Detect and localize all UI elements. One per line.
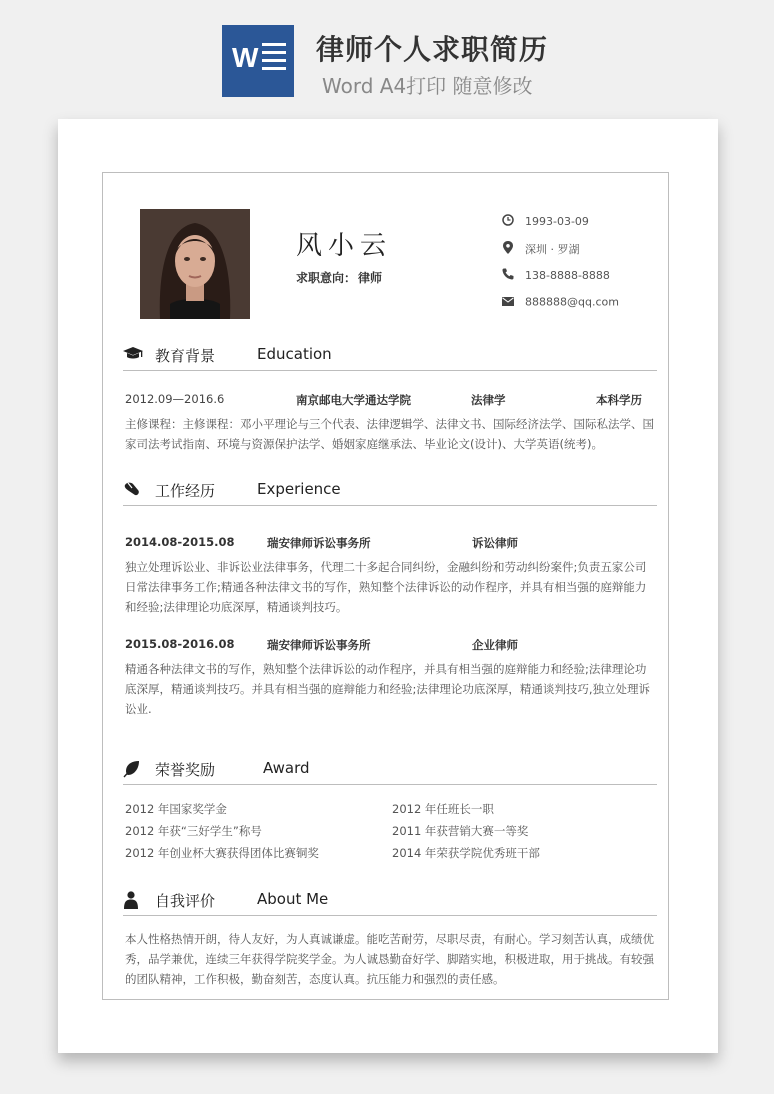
award-item: 2014 年荣获学院优秀班干部 [392,846,540,860]
section-about [123,885,657,916]
job-2-desc: 精通各种法律文书的写作，熟知整个法律诉讼的动作程序，并具有相当强的庭辩能力和经验;法律理论功底深厚，精通谈判技巧。并具有相当强的庭辩能力和经验;法律理论功底深厚，精通谈判技巧,独立处理诉讼业. [125,662,651,716]
award-item: 2012 年获“三好学生”称号 [125,824,262,838]
contact-birthday: 1993-03-09 [502,214,589,229]
graduation-cap-icon [123,346,143,364]
mouse-icon [123,481,143,499]
job-intent-value: 律师 [358,271,383,285]
word-logo-icon [222,25,294,97]
job-1-desc: 独立处理诉讼业、非诉讼业法律事务，代理二十多起合同纠纷，金融纠纷和劳动纠纷案件;负责五家公司日常法律事务工作;精通各种法律文书的写作，熟知整个法律诉讼的动作程序，并具有相当强的庭辩能力和经验;法律理论功底深厚，精通谈判技巧。 [125,560,647,614]
page-subtitle: Word A4打印 随意修改 [322,74,533,98]
job-1-period: 2014.08-2015.08 [125,535,235,549]
profile-photo [140,209,250,319]
job-2-period: 2015.08-2016.08 [125,637,235,651]
job-intent-label: 求职意向： [296,271,357,285]
section-title-cn: 工作经历 [155,482,216,500]
resume-frame [102,172,669,1000]
job-1-role: 诉讼律师 [472,536,518,550]
logo-letter: W [232,42,259,73]
edu-courses: 主修课程：主修课程：邓小平理论与三个代表、法律逻辑学、法律文书、国际经济法学、国际私法学、国家司法考试指南、环境与资源保护法学、婚姻家庭继承法、毕业论文(设计)、大学英语(统考)。 [125,417,654,451]
section-education [123,340,657,371]
clock-icon [502,214,516,229]
contact-email: 888888@qq.com [502,295,619,309]
section-award [123,754,657,785]
envelope-icon [502,296,516,309]
section-title-en: Experience [257,480,341,498]
edu-school: 南京邮电大学通达学院 [296,393,411,407]
section-title-cn: 教育背景 [155,347,216,365]
edu-degree: 本科学历 [596,393,642,407]
award-item: 2012 年任班长一职 [392,802,494,816]
job-2-company: 瑞安律师诉讼事务所 [267,638,371,652]
section-title-en: About Me [257,890,329,908]
edu-major: 法律学 [471,393,506,407]
award-item: 2012 年创业杯大赛获得团体比赛铜奖 [125,846,319,860]
page-title: 律师个人求职简历 [316,33,549,66]
phone-icon [502,268,516,283]
section-title-en: Education [257,345,332,363]
section-title-cn: 荣誉奖励 [155,761,216,779]
resume-paper [58,119,718,1053]
section-title-cn: 自我评价 [155,892,216,910]
award-item: 2012 年国家奖学金 [125,802,227,816]
contact-phone: 138-8888-8888 [502,268,610,283]
section-experience [123,475,657,506]
edu-period: 2012.09—2016.6 [125,392,225,406]
candidate-name: 风小云 [296,231,393,261]
person-icon [123,891,143,909]
section-title-en: Award [263,759,310,777]
job-2-role: 企业律师 [472,638,518,652]
about-text: 本人性格热情开朗，待人友好，为人真诚谦虚。能吃苦耐劳，尽职尽责，有耐心。学习刻苦认真，成绩优秀，品学兼优，连续三年获得学院奖学金。为人诚恳勤奋好学、脚踏实地，积极进取，用于挑战。有较强的团队精神，工作积极，勤奋刻苦，态度认真。抗压能力和强烈的责任感。 [125,932,654,986]
location-pin-icon [502,241,516,257]
leaf-icon [123,760,143,778]
contact-location: 深圳 · 罗湖 [502,241,580,257]
award-item: 2011 年获营销大赛一等奖 [392,824,529,838]
job-intent [296,269,382,286]
job-1-company: 瑞安律师诉讼事务所 [267,536,371,550]
